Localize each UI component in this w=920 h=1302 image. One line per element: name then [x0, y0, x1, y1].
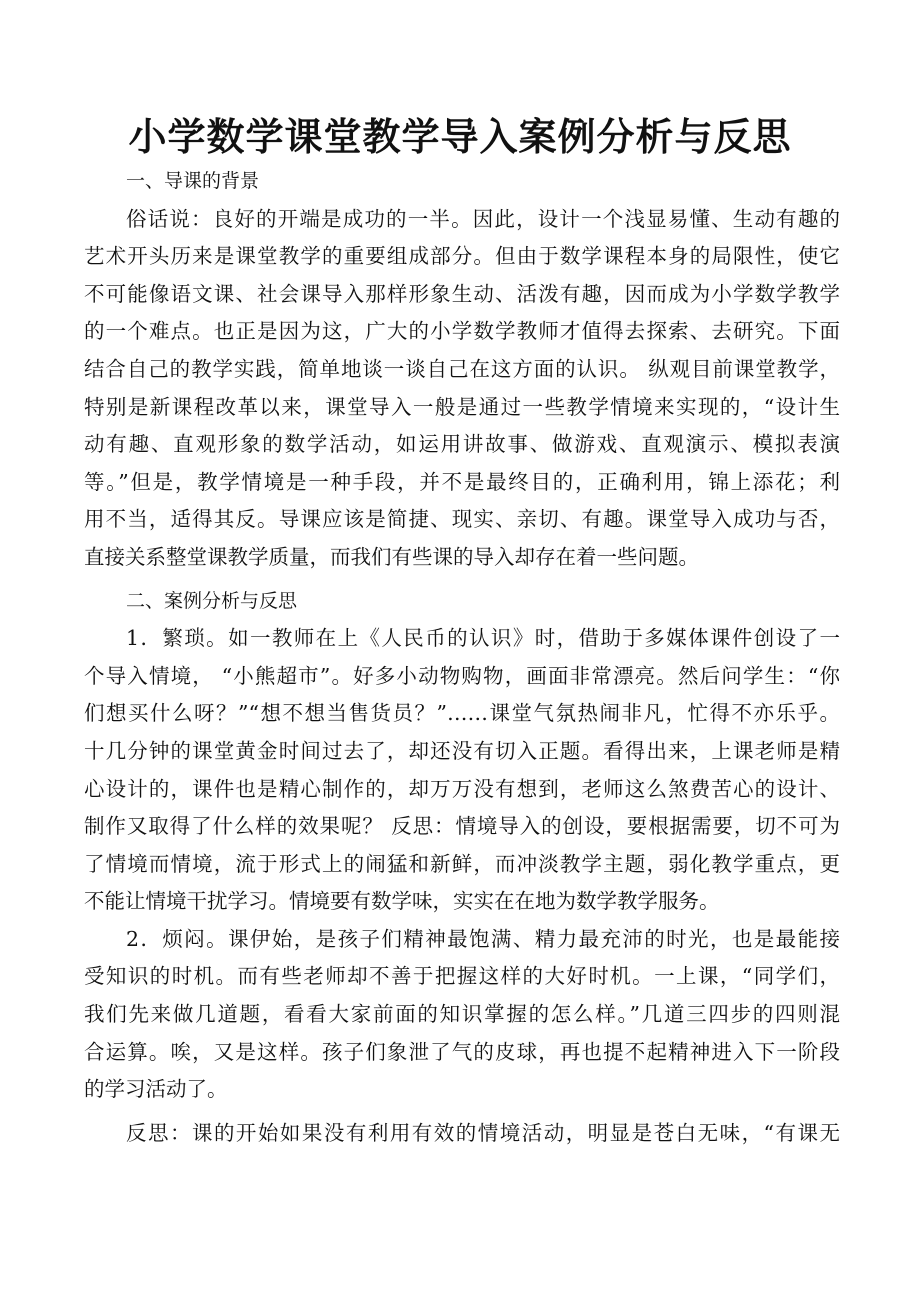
document-body — [84, 163, 840, 1152]
paragraph-line: 动有趣、直观形象的数学活动，如运用讲故事、做游戏、直观演示、模拟表演 — [84, 432, 840, 457]
paragraph-line: 十几分钟的课堂黄金时间过去了，却还没有切入正题。看得出来，上课老师是精 — [84, 738, 840, 763]
paragraph-line: 2．烦闷。课伊始，是孩子们精神最饱满、精力最充沛的时光，也是最能接 — [126, 926, 840, 951]
paragraph-line: 不能让情境干扰学习。情境要有数学味，实实在在地为数学教学服务。 — [84, 889, 720, 914]
paragraph-line: 特别是新课程改革以来，课堂导入一般是通过一些教学情境来实现的，“设计生 — [84, 394, 840, 419]
section-heading-background: 一、导课的背景 — [126, 170, 260, 192]
paragraph-line: 们想买什么呀？”“想不想当售货员？”……课堂气氛热闹非凡，忙得不亦乐乎。 — [84, 701, 840, 726]
paragraph-line: 不可能像语文课、社会课导入那样形象生动、活泼有趣，因而成为小学数学教学 — [84, 281, 840, 306]
document-title: 小学数学课堂教学导入案例分析与反思 — [128, 114, 792, 159]
paragraph-line: 俗话说：良好的开端是成功的一半。因此，设计一个浅显易懂、生动有趣的 — [126, 206, 840, 231]
paragraph-line: 个导入情境， “小熊超市”。好多小动物购物，画面非常漂亮。然后问学生：“你 — [84, 663, 840, 688]
paragraph-line: 心设计的，课件也是精心制作的，却万万没有想到，老师这么煞费苦心的设计、 — [84, 776, 840, 801]
paragraph-line: 用不当，适得其反。导课应该是简捷、现实、亲切、有趣。课堂导入成功与否， — [84, 507, 840, 532]
paragraph-line: 直接关系整堂课教学质量，而我们有些课的导入却存在着一些问题。 — [84, 544, 699, 569]
paragraph-line: 的一个难点。也正是因为这，广大的小学数学教师才值得去探索、去研究。下面 — [84, 319, 840, 344]
paragraph-line: 受知识的时机。而有些老师却不善于把握这样的大好时机。一上课，“同学们， — [84, 964, 840, 989]
paragraph-line: 的学习活动了。 — [84, 1077, 228, 1102]
paragraph-line: 反思：课的开始如果没有利用有效的情境活动，明显是苍白无味，“有课无 — [126, 1120, 840, 1145]
paragraph-line: 合运算。唉，又是这样。孩子们象泄了气的皮球，再也提不起精神进入下一阶段 — [84, 1039, 840, 1064]
paragraph-line: 艺术开头历来是课堂教学的重要组成部分。但由于数学课程本身的局限性，使它 — [84, 244, 840, 269]
paragraph-line: 我们先来做几道题，看看大家前面的知识掌握的怎么样。”几道三四步的四则混 — [84, 1002, 840, 1027]
paragraph-line: 结合自己的教学实践，简单地谈一谈自己在这方面的认识。 纵观目前课堂教学， — [84, 356, 840, 381]
paragraph-line: 制作又取得了什么样的效果呢？ 反思：情境导入的创设，要根据需要，切不可为 — [84, 814, 840, 839]
paragraph-line: 等。”但是，教学情境是一种手段，并不是最终目的，正确利用，锦上添花；利 — [84, 469, 840, 494]
paragraph-line: 1．繁琐。如一教师在上《人民币的认识》时，借助于多媒体课件创设了一 — [126, 626, 840, 651]
section-heading-case-analysis: 二、案例分析与反思 — [126, 589, 298, 612]
paragraph-line: 了情境而情境，流于形式上的闹猛和新鲜，而冲淡教学主题，弱化教学重点，更 — [84, 851, 840, 876]
